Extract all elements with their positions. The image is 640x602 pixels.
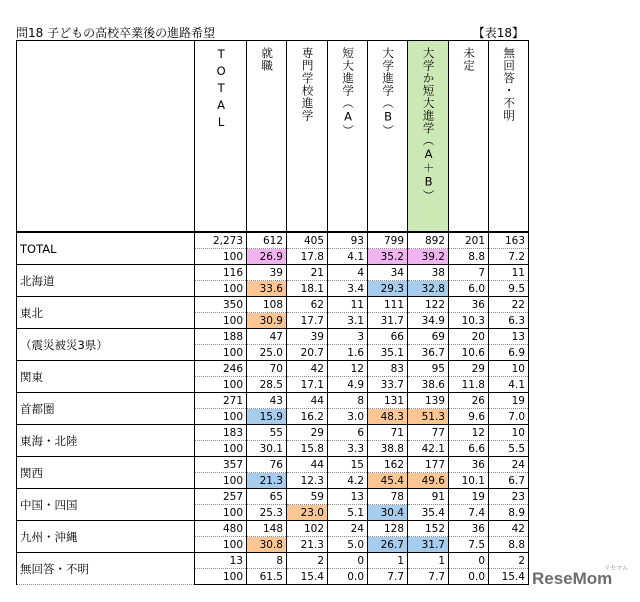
percent-cell: 4.1	[328, 249, 368, 265]
percent-cell: 38.8	[368, 441, 408, 457]
count-cell: 70	[247, 361, 287, 377]
count-cell: 55	[247, 425, 287, 441]
percent-cell: 15.4	[287, 569, 328, 585]
count-cell: 7	[449, 265, 489, 281]
count-cell: 23	[489, 489, 529, 505]
count-cell: 612	[247, 232, 287, 249]
percent-cell: 30.4	[368, 505, 408, 521]
count-cell: 42	[489, 521, 529, 537]
percent-cell: 10.3	[449, 313, 489, 329]
percent-cell: 7.5	[449, 537, 489, 553]
count-cell: 8	[328, 393, 368, 409]
count-cell: 3	[328, 329, 368, 345]
row-label: 中国・四国	[17, 489, 195, 521]
count-cell: 44	[287, 393, 328, 409]
count-cell: 162	[368, 457, 408, 473]
percent-cell: 6.0	[449, 281, 489, 297]
count-cell: 36	[449, 521, 489, 537]
percent-cell: 33.6	[247, 281, 287, 297]
row-label: 首都圏	[17, 393, 195, 425]
percent-cell: 6.9	[489, 345, 529, 361]
percent-cell: 100	[195, 313, 247, 329]
count-cell: 246	[195, 361, 247, 377]
count-cell: 177	[408, 457, 449, 473]
career-table	[16, 40, 529, 585]
count-cell: 0	[328, 553, 368, 569]
count-cell: 13	[489, 329, 529, 345]
percent-cell: 100	[195, 441, 247, 457]
percent-cell: 30.9	[247, 313, 287, 329]
count-cell: 480	[195, 521, 247, 537]
count-cell: 108	[247, 297, 287, 313]
percent-cell: 36.7	[408, 345, 449, 361]
percent-cell: 25.0	[247, 345, 287, 361]
count-cell: 13	[328, 489, 368, 505]
percent-cell: 8.9	[489, 505, 529, 521]
percent-cell: 21.3	[247, 473, 287, 489]
percent-cell: 7.4	[449, 505, 489, 521]
percent-cell: 16.2	[287, 409, 328, 425]
count-cell: 102	[287, 521, 328, 537]
percent-cell: 17.8	[287, 249, 328, 265]
table-row-count	[17, 489, 529, 505]
row-label: 関西	[17, 457, 195, 489]
row-label: 東北	[17, 297, 195, 329]
percent-cell: 15.9	[247, 409, 287, 425]
resemom-watermark: ReseMom	[532, 569, 613, 588]
percent-cell: 48.3	[368, 409, 408, 425]
count-cell: 71	[368, 425, 408, 441]
count-cell: 78	[368, 489, 408, 505]
table-row-count	[17, 297, 529, 313]
count-cell: 163	[489, 232, 529, 249]
percent-cell: 39.2	[408, 249, 449, 265]
column-header-senmon: 専門学校進学	[287, 41, 328, 233]
count-cell: 24	[328, 521, 368, 537]
percent-cell: 38.6	[408, 377, 449, 393]
count-cell: 19	[449, 489, 489, 505]
count-cell: 77	[408, 425, 449, 441]
count-cell: 42	[287, 361, 328, 377]
row-label: 九州・沖縄	[17, 521, 195, 553]
table-row-count	[17, 521, 529, 537]
row-label: 東海・北陸	[17, 425, 195, 457]
count-cell: 39	[247, 265, 287, 281]
count-cell: 6	[328, 425, 368, 441]
count-cell: 10	[489, 361, 529, 377]
percent-cell: 34.9	[408, 313, 449, 329]
count-cell: 47	[247, 329, 287, 345]
percent-cell: 31.7	[368, 313, 408, 329]
column-header-mitei: 未定	[449, 41, 489, 233]
count-cell: 11	[328, 297, 368, 313]
percent-cell: 9.6	[449, 409, 489, 425]
percent-cell: 8.8	[449, 249, 489, 265]
percent-cell: 10.6	[449, 345, 489, 361]
percent-cell: 100	[195, 537, 247, 553]
count-cell: 11	[489, 265, 529, 281]
percent-cell: 6.7	[489, 473, 529, 489]
count-cell: 122	[408, 297, 449, 313]
table-row-count	[17, 457, 529, 473]
percent-cell: 15.4	[489, 569, 529, 585]
count-cell: 15	[328, 457, 368, 473]
percent-cell: 20.7	[287, 345, 328, 361]
count-cell: 59	[287, 489, 328, 505]
count-cell: 799	[368, 232, 408, 249]
percent-cell: 21.3	[287, 537, 328, 553]
percent-cell: 61.5	[247, 569, 287, 585]
column-header-ab: 大学か短大進学（A＋B）	[408, 41, 449, 233]
count-cell: 116	[195, 265, 247, 281]
table-row-count	[17, 329, 529, 345]
percent-cell: 4.1	[489, 377, 529, 393]
table-row-count	[17, 265, 529, 281]
percent-cell: 1.6	[328, 345, 368, 361]
count-cell: 12	[328, 361, 368, 377]
count-cell: 66	[368, 329, 408, 345]
count-cell: 10	[489, 425, 529, 441]
percent-cell: 26.9	[247, 249, 287, 265]
percent-cell: 35.1	[368, 345, 408, 361]
percent-cell: 11.8	[449, 377, 489, 393]
count-cell: 139	[408, 393, 449, 409]
percent-cell: 18.1	[287, 281, 328, 297]
count-cell: 131	[368, 393, 408, 409]
percent-cell: 7.0	[489, 409, 529, 425]
count-cell: 34	[368, 265, 408, 281]
percent-cell: 33.7	[368, 377, 408, 393]
count-cell: 69	[408, 329, 449, 345]
count-cell: 183	[195, 425, 247, 441]
percent-cell: 15.8	[287, 441, 328, 457]
percent-cell: 30.1	[247, 441, 287, 457]
count-cell: 0	[449, 553, 489, 569]
percent-cell: 45.4	[368, 473, 408, 489]
percent-cell: 42.1	[408, 441, 449, 457]
count-cell: 24	[489, 457, 529, 473]
count-cell: 12	[449, 425, 489, 441]
count-cell: 271	[195, 393, 247, 409]
count-cell: 83	[368, 361, 408, 377]
count-cell: 91	[408, 489, 449, 505]
count-cell: 148	[247, 521, 287, 537]
percent-cell: 0.0	[449, 569, 489, 585]
count-cell: 21	[287, 265, 328, 281]
percent-cell: 4.9	[328, 377, 368, 393]
count-cell: 62	[287, 297, 328, 313]
count-cell: 65	[247, 489, 287, 505]
count-cell: 26	[449, 393, 489, 409]
count-cell: 13	[195, 553, 247, 569]
percent-cell: 9.5	[489, 281, 529, 297]
percent-cell: 8.8	[489, 537, 529, 553]
row-label: （震災被災3県）	[17, 329, 195, 361]
percent-cell: 100	[195, 569, 247, 585]
percent-cell: 3.4	[328, 281, 368, 297]
percent-cell: 23.0	[287, 505, 328, 521]
percent-cell: 5.0	[328, 537, 368, 553]
percent-cell: 5.1	[328, 505, 368, 521]
count-cell: 95	[408, 361, 449, 377]
count-cell: 43	[247, 393, 287, 409]
column-header-daigaku: 大学進学（B）	[368, 41, 408, 233]
count-cell: 350	[195, 297, 247, 313]
table-title: 問18 子どもの高校卒業後の進路希望	[16, 26, 216, 40]
percent-cell: 100	[195, 345, 247, 361]
count-cell: 39	[287, 329, 328, 345]
count-cell: 19	[489, 393, 529, 409]
count-cell: 128	[368, 521, 408, 537]
count-cell: 201	[449, 232, 489, 249]
percent-cell: 4.2	[328, 473, 368, 489]
count-cell: 93	[328, 232, 368, 249]
column-header-total: TOTAL	[195, 41, 247, 233]
percent-cell: 7.7	[368, 569, 408, 585]
percent-cell: 51.3	[408, 409, 449, 425]
percent-cell: 10.1	[449, 473, 489, 489]
count-cell: 76	[247, 457, 287, 473]
count-cell: 357	[195, 457, 247, 473]
count-cell: 29	[287, 425, 328, 441]
percent-cell: 100	[195, 409, 247, 425]
percent-cell: 100	[195, 377, 247, 393]
percent-cell: 7.2	[489, 249, 529, 265]
percent-cell: 3.3	[328, 441, 368, 457]
table-number: 【表18】	[472, 26, 524, 40]
count-cell: 38	[408, 265, 449, 281]
row-label: 関東	[17, 361, 195, 393]
count-cell: 29	[449, 361, 489, 377]
percent-cell: 6.6	[449, 441, 489, 457]
count-cell: 1	[408, 553, 449, 569]
count-cell: 2	[287, 553, 328, 569]
percent-cell: 17.1	[287, 377, 328, 393]
count-cell: 2,273	[195, 232, 247, 249]
table-body	[17, 232, 529, 585]
percent-cell: 0.0	[328, 569, 368, 585]
percent-cell: 3.0	[328, 409, 368, 425]
percent-cell: 30.8	[247, 537, 287, 553]
count-cell: 405	[287, 232, 328, 249]
percent-cell: 6.3	[489, 313, 529, 329]
count-cell: 36	[449, 457, 489, 473]
percent-cell: 25.3	[247, 505, 287, 521]
count-cell: 1	[368, 553, 408, 569]
percent-cell: 35.4	[408, 505, 449, 521]
column-header-job: 就職	[247, 41, 287, 233]
count-cell: 188	[195, 329, 247, 345]
count-cell: 152	[408, 521, 449, 537]
count-cell: 44	[287, 457, 328, 473]
table-row-count	[17, 361, 529, 377]
count-cell: 22	[489, 297, 529, 313]
percent-cell: 26.7	[368, 537, 408, 553]
table-row-count	[17, 425, 529, 441]
percent-cell: 100	[195, 249, 247, 265]
percent-cell: 17.7	[287, 313, 328, 329]
percent-cell: 49.6	[408, 473, 449, 489]
header-row	[17, 41, 529, 233]
row-label: TOTAL	[17, 232, 195, 265]
percent-cell: 32.8	[408, 281, 449, 297]
count-cell: 892	[408, 232, 449, 249]
percent-cell: 100	[195, 505, 247, 521]
count-cell: 36	[449, 297, 489, 313]
count-cell: 4	[328, 265, 368, 281]
percent-cell: 31.7	[408, 537, 449, 553]
count-cell: 257	[195, 489, 247, 505]
table-row-count	[17, 232, 529, 249]
percent-cell: 100	[195, 281, 247, 297]
header-corner	[17, 41, 195, 233]
table-row-count	[17, 393, 529, 409]
row-label: 北海道	[17, 265, 195, 297]
percent-cell: 7.7	[408, 569, 449, 585]
percent-cell: 3.1	[328, 313, 368, 329]
percent-cell: 35.2	[368, 249, 408, 265]
percent-cell: 5.5	[489, 441, 529, 457]
count-cell: 20	[449, 329, 489, 345]
resemom-watermark-sub: リセマム	[604, 565, 628, 572]
table-row-count	[17, 553, 529, 569]
count-cell: 2	[489, 553, 529, 569]
percent-cell: 100	[195, 473, 247, 489]
row-label: 無回答・不明	[17, 553, 195, 585]
count-cell: 8	[247, 553, 287, 569]
column-header-tandai: 短大進学（A）	[328, 41, 368, 233]
percent-cell: 12.3	[287, 473, 328, 489]
percent-cell: 29.3	[368, 281, 408, 297]
percent-cell: 28.5	[247, 377, 287, 393]
count-cell: 111	[368, 297, 408, 313]
column-header-muko: 無回答・不明	[489, 41, 529, 233]
